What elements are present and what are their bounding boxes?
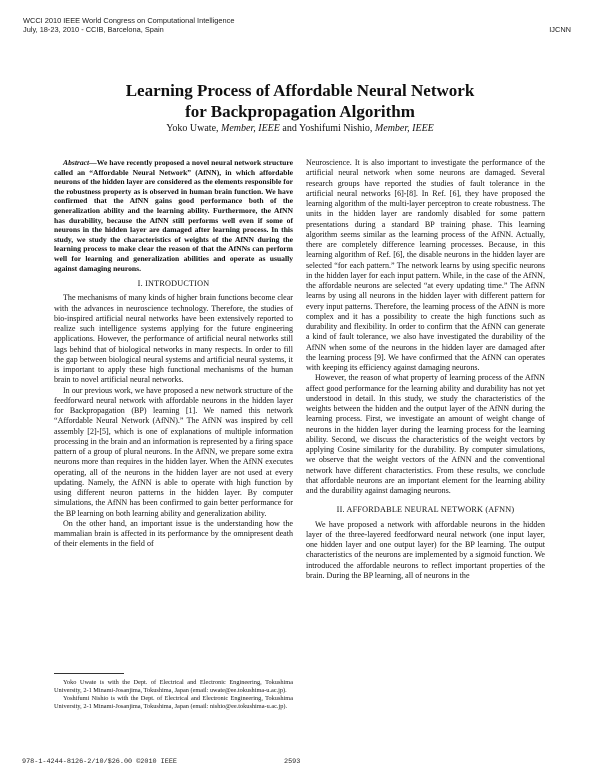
afnn-paragraph-1: We have proposed a network with affordable neurons in the hidden layer of the three-layered feedforward neural network (one input layer, one hidden layer and one output layer) for the BP learning. The output characteristics of the neurons are implemented by a sigmoid function. We introduced the affordable neurons to reflect important properties of the brain. During the BP learning, all of neurons in the (306, 519, 545, 580)
conference-date-location: July, 18-23, 2010 - CCIB, Barcelona, Spain (23, 25, 164, 34)
author-list (0, 123, 600, 134)
copyright-line: 978-1-4244-8126-2/10/$26.00 ©2010 IEEE (22, 758, 177, 766)
conference-track: IJCNN (549, 25, 571, 34)
author-role-2: Member, IEEE (374, 123, 434, 134)
author-name-2: and Yoshifumi Nishio, (279, 123, 375, 134)
author-name-1: Yoko Uwate, (166, 123, 222, 134)
right-paragraph-2: However, the reason of what property of learning process of the AfNN affect good performance for the learning ability and durability has not yet understood in detail. In this study, we study the characteristics of the weights between the hidden and the output layer of the AfNN during the learning process. First, we investigate an amount of weight change of neurons in the hidden layer during the learning process for the learning ability. Second, we discuss the characteristics of the weight vectors by applying Cosine similarity for the durability. By computer simulations, we observe that the weight vectors of the AfNN and the conventional network have different characteristics. From these results, we conclude that affordable neurons are an important element for the learning ability and the durability against damaging neurons. (306, 373, 545, 495)
paper-title (0, 80, 600, 122)
footnote-author-1: Yoko Uwate is with the Dept. of Electrical and Electronic Engineering, Tokushima University, 2-1 Minami-Josanjima, Tokushima, Japan (email: uwate@ee.tokushima-u.ac.jp). (54, 679, 293, 694)
abstract (54, 158, 293, 273)
intro-paragraph-2: In our previous work, we have proposed a new network structure of the feedforward neural network with affordable neurons in the hidden layer for Backpropagation (BP) learning [1]. We named this network “Affordable Neural Network (AfNN).” The AfNN was inspired by cell assembly [2]-[5], which is one of explanations of multiple information processing in the brain and an information is represented by a firing space pattern of a group of plural neurons. In the AfNN, we prepare some extra neurons more than requires in the hidden layer. When the AfNN executes operating, all of the neurons in the hidden layer are not used at every updating. Namely, the AfNN is able to operate with high function by using different neuron patterns in the hidden layer. By computer simulations, the AfNN has been confirmed to gain better performance for the BP learning on both learning ability and generalization ability. (54, 385, 293, 518)
left-column (54, 158, 293, 550)
intro-paragraph-1: The mechanisms of many kinds of higher brain functions become clear with the advances in neuroscience technology. Therefore, the studies of bio-inspired artificial neural networks have been extensively reported to realize such intelligence systems applying for the future engineering applications. However, the performance of artificial neural networks still lags behind that of biological networks in many respects. In order to fill the gap between biological neural systems and artificial neural systems, it is important to apply these high functional mechanisms of the human brain to novel artificial neural networks. (54, 293, 293, 385)
page-number: 2593 (284, 758, 301, 766)
right-column (306, 158, 545, 581)
paper-title-line2: for Backpropagation Algorithm (185, 102, 415, 121)
abstract-text: We have recently proposed a novel neural network structure called an “Affordable Neural Network” (AfNN), in which affordable neurons of the hidden layer are considered as the elements responsible for the robustness property as is observed in human brain function. We have confirmed that the AfNN gains good performance both of the generalization ability and the learning ability. Furthermore, the AfNN has durability, because the AfNN still performs well even if some of neurons in the hidden layer are damaged after learning process. In this study, we study the characteristics of weights of the AfNN during the learning process to make clear the reason of that the AfNNs can perform well for learning and generalization abilities and operate as usually against damaging neurons. (54, 158, 293, 273)
right-paragraph-1: Neuroscience. It is also important to investigate the performance of the artificial neural network when some neurons are damaged. Several research groups have reported the studies of fault tolerance in the artificial neural networks [6]-[8]. In Ref. [6], they have proposed the learning algorithm of the multi-layer perceptron to create robustness. The units in the hidden layer are randomly disabled for some pattern presentations during a standard BP training phase. This learning algorithm seems similar as the learning process of the AfNN. Actually, there are completely difference learning processes. Because, in this learning algorithm of Ref. [6], the disable neurons in the hidden layer are selected “for each pattern.” The network learns by using specific neurons in the hidden layer for each input pattern. While, in the case of the AfNN, the affordable neurons are selected “at every updating time.” The AfNN learns by using all neurons in the hidden layer with different pattern for every input patterns. Therefore, the learning process of the AfNN is more complex and it has a possibility to create the high functions such as durability and flexibility. In order to confirm that the AfNN can generate a kind of fault tolerance, we also have investigated the durability of the AfNN when some of the neurons in the hidden layer are damaged after the learning process [9]. We have confirmed that the AfNN can operates with keeping its efficiency against damaging neurons. (306, 158, 545, 372)
footnote-divider (54, 673, 124, 674)
abstract-label: Abstract (63, 158, 90, 167)
section-heading-introduction: I. INTRODUCTION (137, 279, 210, 289)
section-heading-afnn: II. AFFORDABLE NEURAL NETWORK (AFNN) (336, 505, 515, 515)
footnote-author-2: Yoshifumi Nishio is with the Dept. of Electrical and Electronic Engineering, Tokushima University, 2-1 Minami-Josanjima, Tokushima, Japan (email: nishio@ee.tokushima-u.ac.jp). (54, 694, 293, 710)
intro-paragraph-3: On the other hand, an important issue is the understanding how the mammalian brain is affected in its performance by the omnipresent death of their elements in the field of (54, 518, 293, 549)
conference-header (23, 16, 234, 34)
conference-name: WCCI 2010 IEEE World Congress on Computational Intelligence (23, 16, 235, 25)
paper-title-line1: Learning Process of Affordable Neural Network (125, 81, 475, 100)
footnotes (54, 679, 293, 711)
abstract-dash: — (89, 158, 97, 167)
author-role-1: Member, IEEE (221, 123, 280, 134)
